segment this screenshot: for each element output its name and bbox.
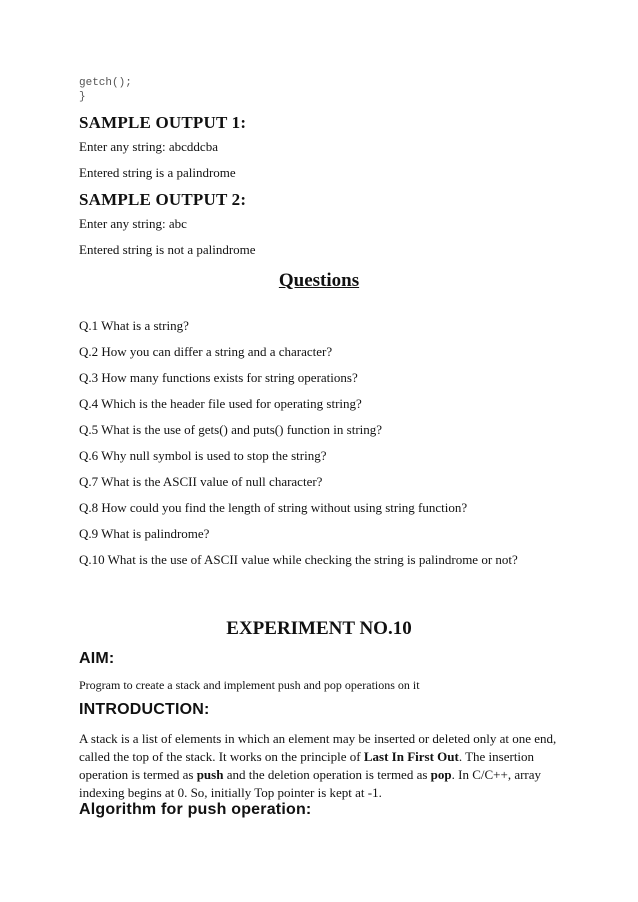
aim-text: Program to create a stack and implement push and pop operations on it [79,678,420,692]
intro-text-4: . In C/C++, array indexing begins at 0. So, initially Top pointer is kept at -1. [79,767,542,800]
intro-text-3: and the deletion operation is termed as [223,767,431,782]
intro-text-2: . The insertion operation is termed as [79,749,535,782]
question-item: Q.9 What is palindrome? [79,526,210,541]
introduction-paragraph [79,730,559,802]
question-item: Q.4 Which is the header file used for operating string? [79,396,362,411]
intro-bold-lifo: Last In First Out [363,749,459,764]
question-item: Q.2 How you can differ a string and a character? [79,344,333,359]
question-item: Q.5 What is the use of gets() and puts() function in string? [79,422,383,437]
sample-output-2-heading: SAMPLE OUTPUT 2: [79,190,247,209]
code-line-2: } [79,91,86,103]
code-line-1: getch(); [79,77,132,89]
intro-bold-pop: pop [430,767,452,782]
question-item: Q.10 What is the use of ASCII value while checking the string is palindrome or not? [79,552,518,567]
question-item: Q.8 How could you find the length of string without using string function? [79,500,468,515]
questions-heading: Questions [278,270,360,291]
sample-output-2-line-1: Enter any string: abc [79,216,187,231]
algorithm-push-heading: Algorithm for push operation: [79,801,312,818]
sample-output-1-heading: SAMPLE OUTPUT 1: [79,113,247,132]
intro-bold-push: push [196,767,224,782]
experiment-title: EXPERIMENT NO.10 [226,618,412,639]
aim-heading: AIM: [79,650,115,667]
question-item: Q.6 Why null symbol is used to stop the string? [79,448,327,463]
question-item: Q.1 What is a string? [79,318,189,333]
sample-output-1-line-2: Entered string is a palindrome [79,165,236,180]
intro-text-1: A stack is a list of elements in which an element may be inserted or deleted only at one end, called the top of the stack. It works on the principle of [79,731,557,764]
introduction-heading: INTRODUCTION: [79,701,210,718]
sample-output-1-line-1: Enter any string: abcddcba [79,139,218,154]
question-item: Q.3 How many functions exists for string operations? [79,370,358,385]
question-item: Q.7 What is the ASCII value of null character? [79,474,323,489]
sample-output-2-line-2: Entered string is not a palindrome [79,242,256,257]
